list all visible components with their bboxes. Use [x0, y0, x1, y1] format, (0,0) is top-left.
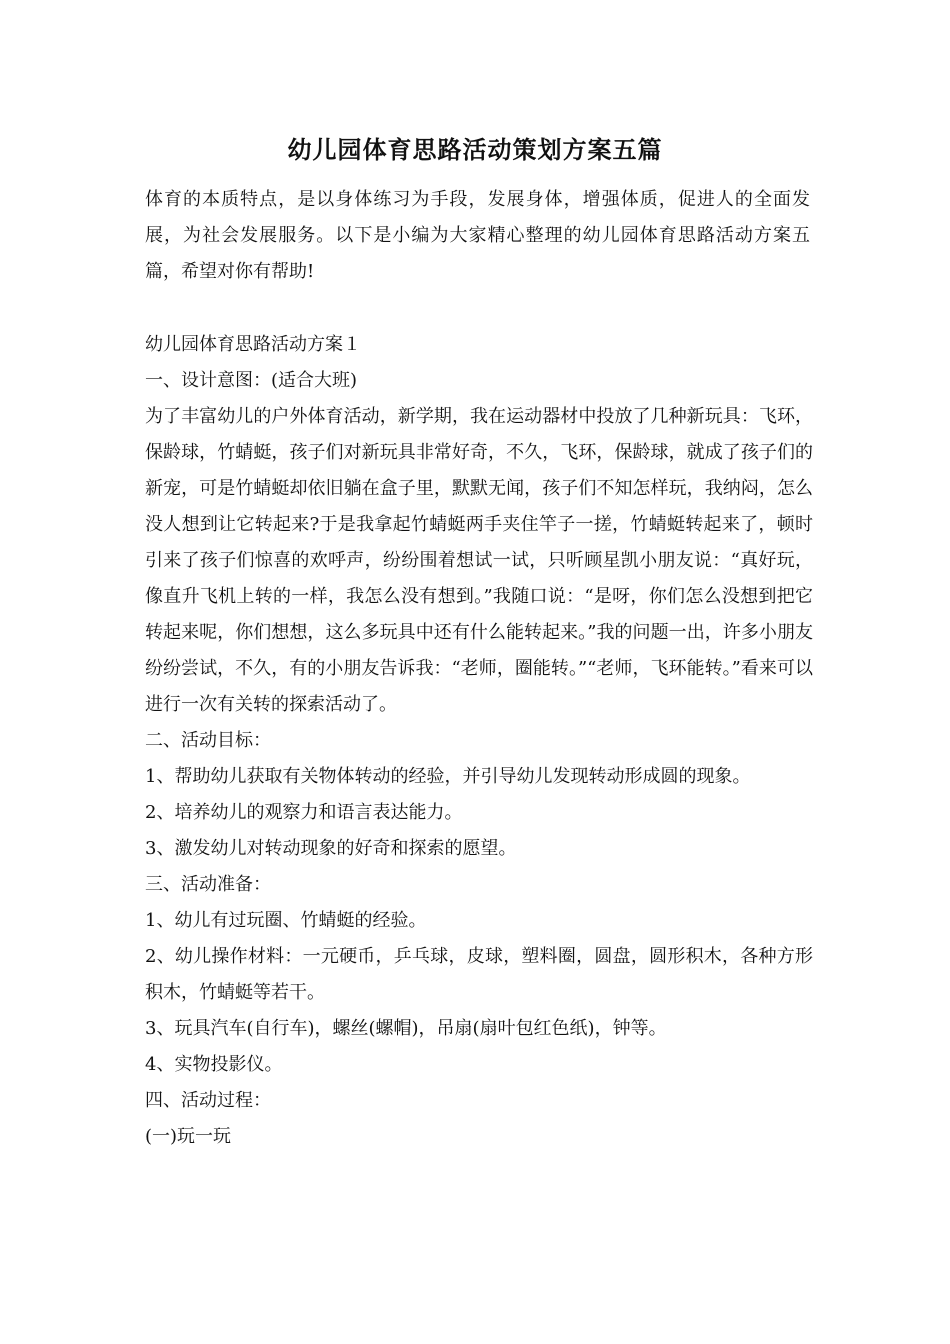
section-title: 幼儿园体育思路活动方案１ — [145, 334, 361, 355]
goal-item: 1、帮助幼儿获取有关物体转动的经验，并引导幼儿发现转动形成圆的现象。 — [145, 766, 751, 787]
preparation-item: 3、玩具汽车(自行车)，螺丝(螺帽)，吊扇(扇叶包红色纸)，钟等。 — [145, 1018, 667, 1039]
preparation-item: 4、实物投影仪。 — [145, 1054, 283, 1075]
goals-heading: 二、活动目标： — [145, 730, 271, 751]
preparation-item: 1、幼儿有过玩圈、竹蜻蜓的经验。 — [145, 910, 427, 931]
document-body — [145, 327, 813, 1155]
preparation-heading: 三、活动准备： — [145, 874, 271, 895]
document-title: 幼儿园体育思路活动策划方案五篇 — [287, 135, 663, 164]
intro-paragraph: 体育的本质特点，是以身体练习为手段，发展身体，增强体质，促进人的全面发展，为社会发展服务。以下是小编为大家精心整理的幼儿园体育思路活动方案五篇，希望对你有帮助! — [145, 189, 810, 282]
goal-item: 2、培养幼儿的观察力和语言表达能力。 — [145, 802, 463, 823]
preparation-item: 2、幼儿操作材料：一元硬币，乒乓球，皮球，塑料圈，圆盘，圆形积木，各种方形积木，竹蜻蜓等若干。 — [145, 946, 813, 1003]
design-intent-paragraph: 为了丰富幼儿的户外体育活动，新学期，我在运动器材中投放了几种新玩具：飞环，保龄球，竹蜻蜓，孩子们对新玩具非常好奇，不久，飞环，保龄球，就成了孩子们的新宠，可是竹蜻蜓却依旧躺在盒子里，默默无闻，孩子们不知怎样玩，我纳闷，怎么没人想到让它转起来?于是我拿起竹蜻蜓两手夹住竿子一搓，竹蜻蜓转起来了，顿时引来了孩子们惊喜的欢呼声，纷纷围着想试一试，只听顾星凯小朋友说：“真好玩，像直升飞机上转的一样，我怎么没有想到。”我随口说：“是呀，你们怎么没想到把它转起来呢，你们想想，这么多玩具中还有什么能转起来。”我的问题一出，许多小朋友纷纷尝试，不久，有的小朋友告诉我：“老师，圈能转。”“老师，飞环能转。”看来可以进行一次有关转的探索活动了。 — [145, 406, 813, 715]
process-heading: 四、活动过程： — [145, 1090, 271, 1111]
design-intent-heading: 一、设计意图：(适合大班) — [145, 370, 358, 391]
process-subheading: (一)玩一玩 — [145, 1126, 232, 1147]
goal-item: 3、激发幼儿对转动现象的好奇和探索的愿望。 — [145, 838, 517, 859]
